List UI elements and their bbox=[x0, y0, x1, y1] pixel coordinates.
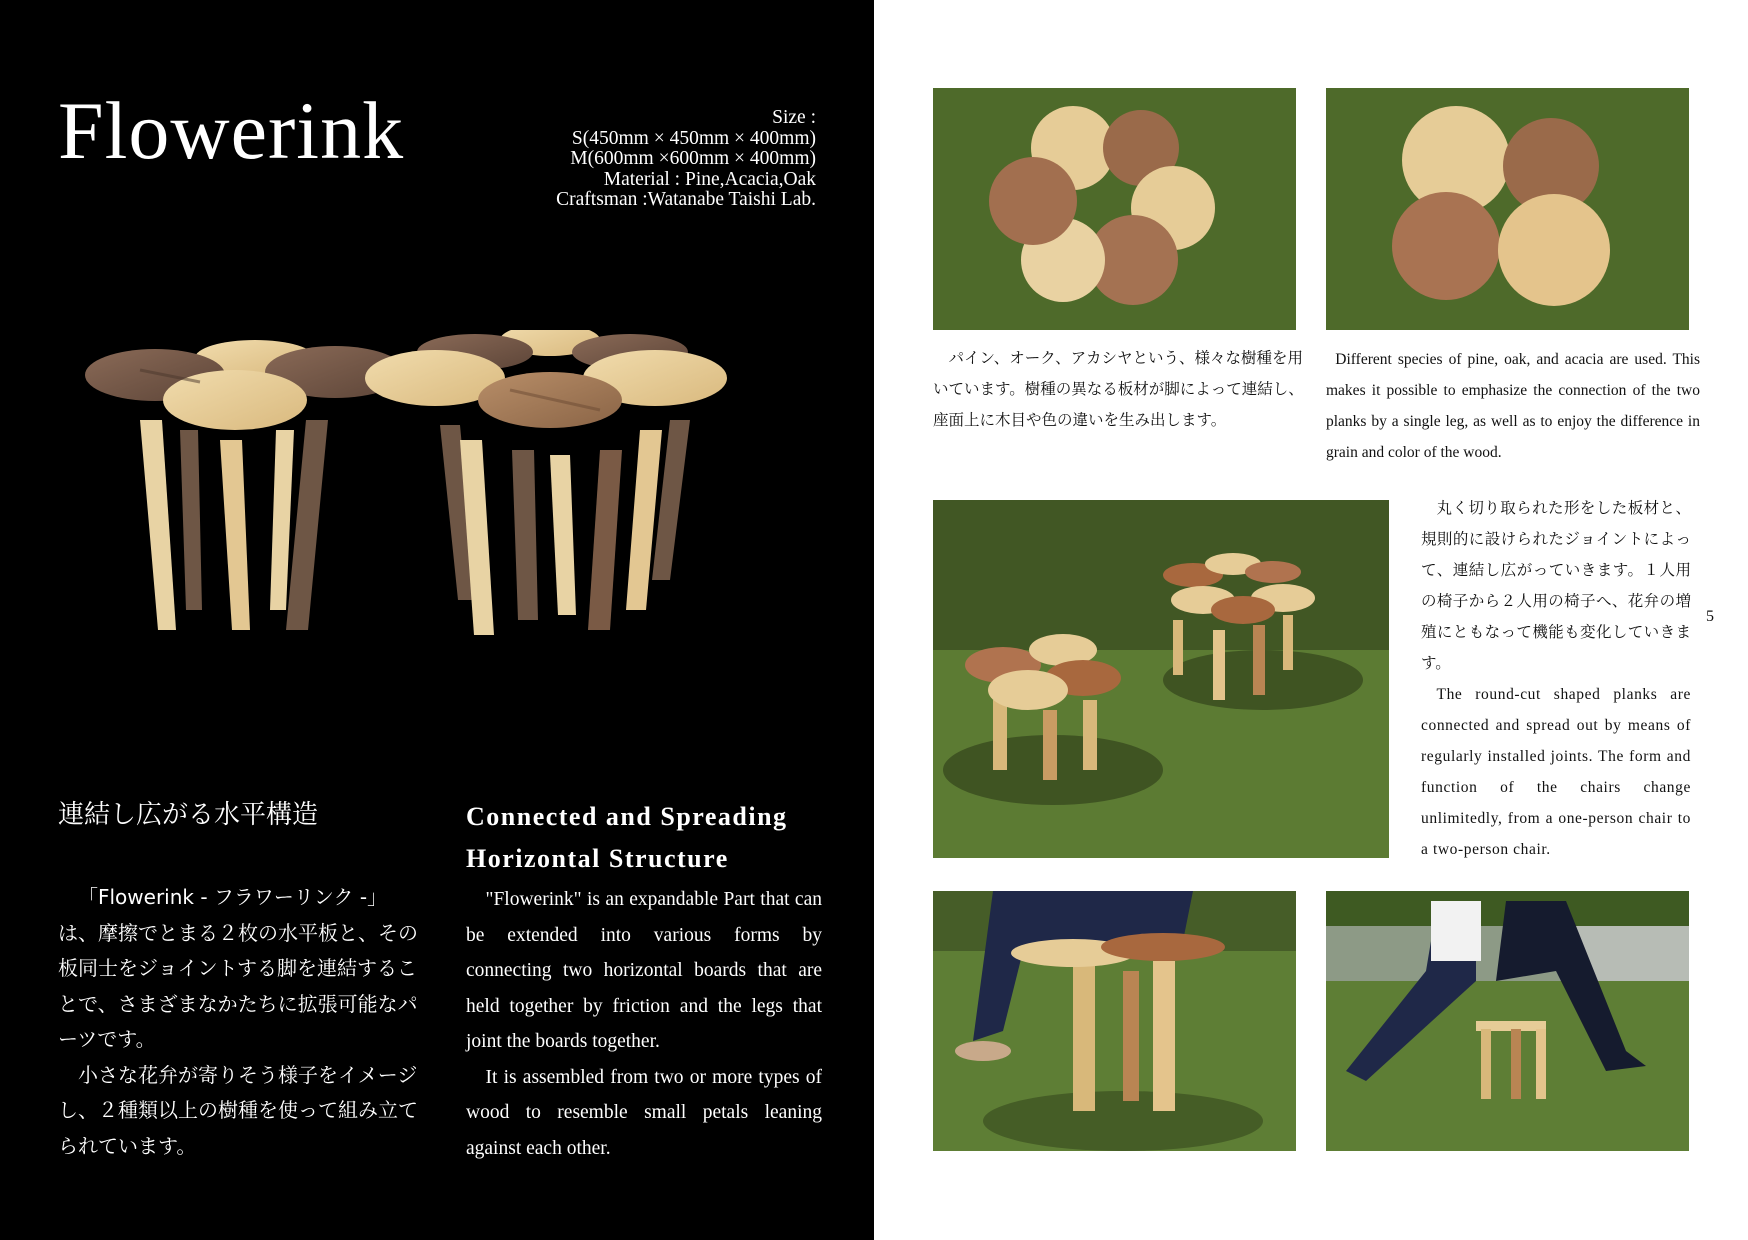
jp-paragraph-2: 小さな花弁が寄りそう様子をイメージし、２種類以上の樹種を使って組み立てられています。 bbox=[58, 1062, 418, 1158]
photo-person-sitting bbox=[933, 891, 1296, 1151]
en-paragraph-2: It is assembled from two or more types of wood to resemble small petals leaning against each other. bbox=[466, 1066, 822, 1159]
size-label: Size : bbox=[772, 107, 816, 128]
en-paragraph-1: "Flowerink" is an expandable Part that can be extended into various forms by connecting two horizontal boards that are held together by friction and the legs that joint the boards together. bbox=[466, 889, 822, 1052]
caption-en-text: Different species of pine, oak, and acacia are used. This makes it possible to emphasize the connection of the two planks by a single leg, as well as to enjoy the difference in grain and color of the wood. bbox=[1326, 351, 1700, 461]
size-m: M(600mm ×600mm × 400mm) bbox=[570, 148, 816, 169]
en-heading-line-1: Connected and Spreading bbox=[466, 802, 788, 831]
craftsman: Craftsman :Watanabe Taishi Lab. bbox=[556, 189, 816, 210]
material: Material : Pine,Acacia,Oak bbox=[603, 168, 816, 190]
jp-heading: 連結し広がる水平構造 bbox=[58, 800, 319, 830]
caption-japanese bbox=[933, 343, 1305, 436]
size-s: S(450mm × 450mm × 400mm) bbox=[571, 127, 816, 149]
page-number: 5 bbox=[1706, 608, 1714, 625]
page-title: Flowerink bbox=[58, 85, 405, 176]
right-page bbox=[874, 0, 1748, 1240]
en-heading bbox=[466, 796, 826, 880]
en-heading-line-2: Horizontal Structure bbox=[466, 844, 729, 873]
en-body bbox=[466, 882, 822, 1166]
caption-english bbox=[1326, 344, 1700, 468]
photo-stools-on-lawn bbox=[933, 500, 1389, 858]
photo-two-people-sitting bbox=[1326, 891, 1689, 1151]
photo-top-view-six-petal bbox=[933, 88, 1296, 330]
side-text-english: The round-cut shaped planks are connected and spread out by means of regularly installed joints. The form and function of the chairs change unlimitedly, from a one-person chair to a two-person chair. bbox=[1421, 686, 1691, 858]
hero-stools-image bbox=[80, 330, 800, 650]
caption-jp-text: パイン、オーク、アカシヤという、様々な樹種を用いています。樹種の異なる板材が脚によって連結し、座面上に木目や色の違いを生み出します。 bbox=[933, 349, 1304, 429]
jp-body bbox=[58, 880, 418, 1164]
side-text-japanese: 丸く切り取られた形をした板材と、規則的に設けられたジョイントによって、連結し広がっていきます。１人用の椅子から２人用の椅子へ、花弁の増殖にともなって機能も変化していきます。 bbox=[1421, 499, 1691, 672]
specifications bbox=[396, 108, 816, 211]
side-description bbox=[1421, 493, 1691, 865]
jp-paragraph-1: 「Flowerink - フラワーリンク -」は、摩擦でとまる２枚の水平板と、その板同士をジョイントする脚を連結することで、さまざまなかたちに拡張可能なパーツです。 bbox=[58, 885, 418, 1051]
photo-top-view-four-petal bbox=[1326, 88, 1689, 330]
